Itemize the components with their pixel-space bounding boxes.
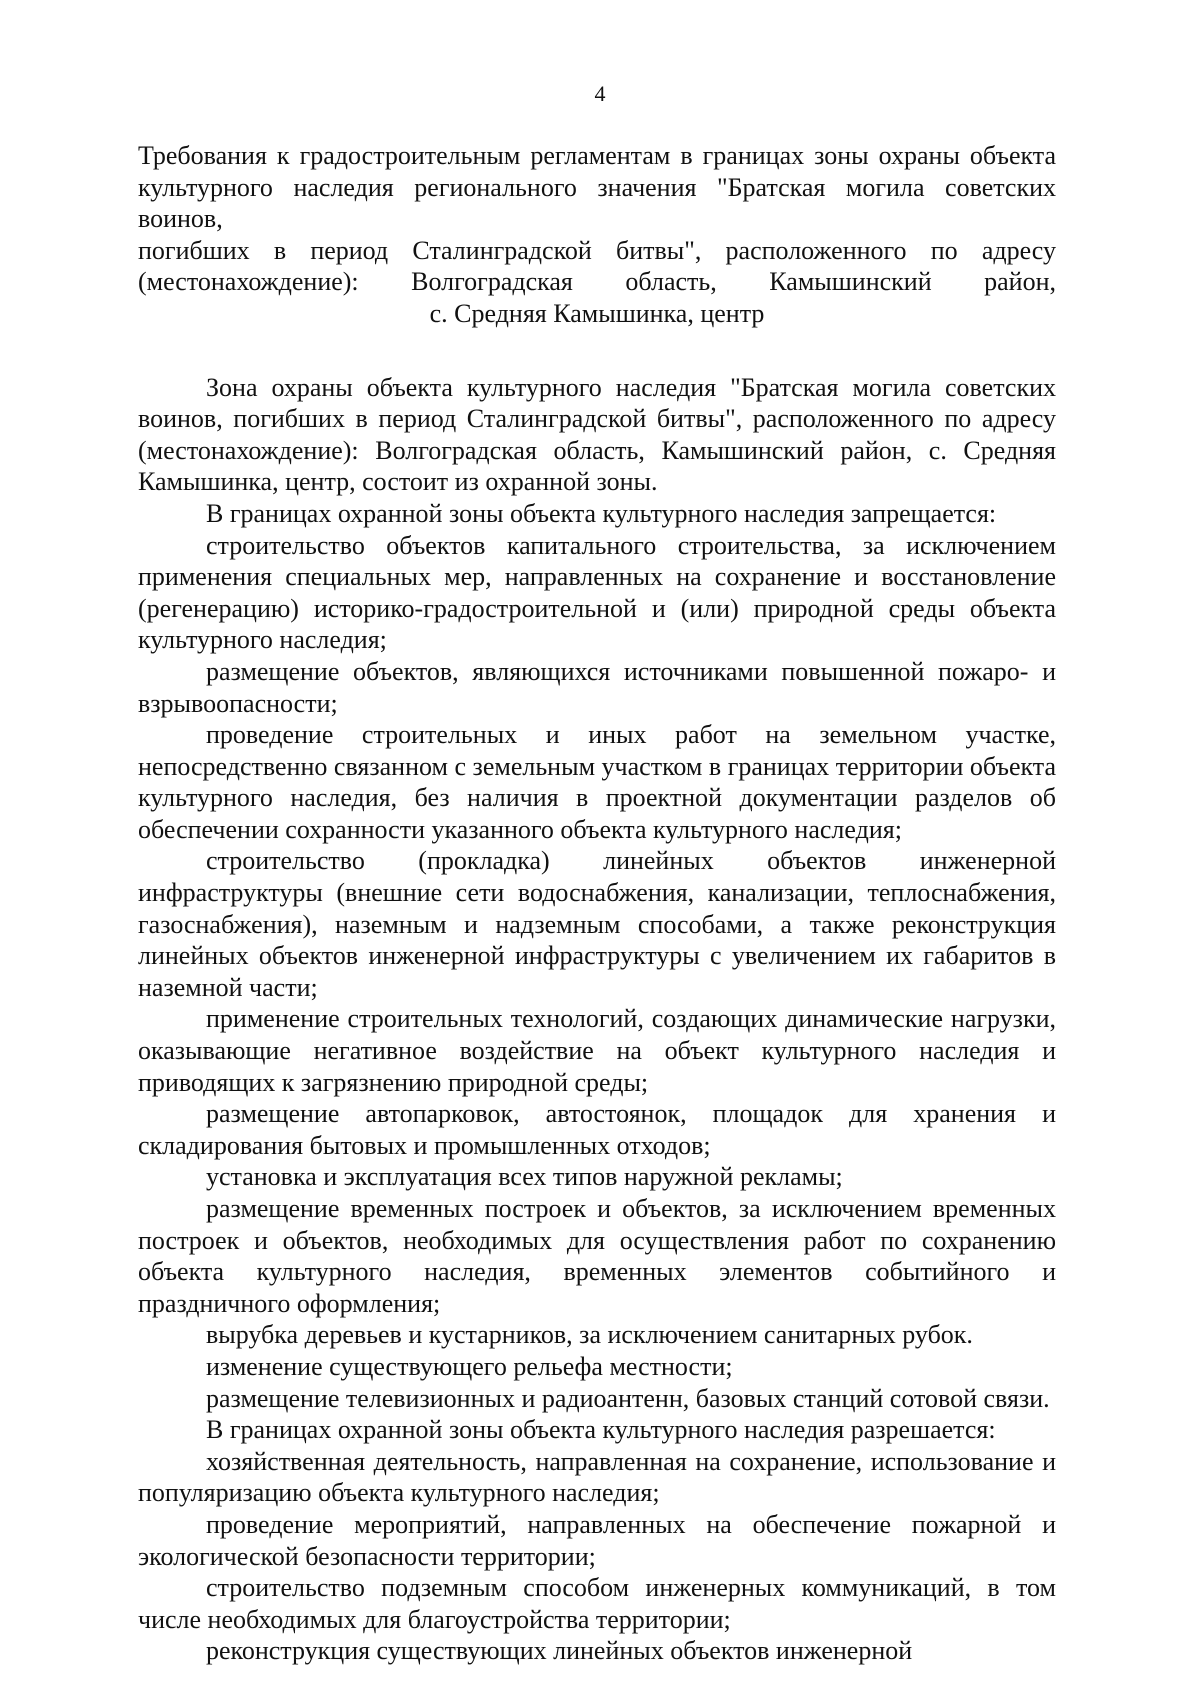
- title-line: погибших в период Сталинградской битвы", расположенного по адресу: [138, 235, 1056, 265]
- paragraph-list-item: строительство (прокладка) линейных объектов инженерной инфраструктуры (внешние сети водоснабжения, канализации, теплоснабжения, газоснабжения), наземным и надземным способами, а также реконструкция линейных объектов инженерной инфраструктуры с увеличением их габаритов в наземной части;: [138, 846, 1056, 1002]
- paragraph-list-item: установка и эксплуатация всех типов наружной рекламы;: [206, 1162, 843, 1192]
- title-spacer: [138, 330, 1056, 372]
- paragraph-allowed-heading: В границах охранной зоны объекта культурного наследия разрешается:: [206, 1415, 996, 1445]
- paragraph-list-item: вырубка деревьев и кустарников, за исключением санитарных рубок.: [206, 1320, 973, 1350]
- title-line: с. Средняя Камышинка, центр: [429, 298, 765, 328]
- page-number: 4: [594, 81, 606, 106]
- paragraph-list-item: реконструкция существующих линейных объектов инженерной: [206, 1636, 913, 1666]
- paragraph-list-item: размещение автопарковок, автостоянок, площадок для хранения и складирования бытовых и промышленных отходов;: [138, 1099, 1056, 1160]
- paragraph-list-item: размещение объектов, являющихся источниками повышенной пожаро- и взрывоопасности;: [138, 656, 1056, 718]
- document-title: [138, 140, 1056, 330]
- paragraph-list-item: хозяйственная деятельность, направленная на сохранение, использование и популяризацию объекта культурного наследия;: [138, 1446, 1056, 1508]
- paragraph-list-item: проведение строительных и иных работ на земельном участке, непосредственно связанном с земельным участком в границах территории объекта культурного наследия, без наличия в проектной документации разделов об обеспечении сохранности указанного объекта культурного наследия;: [138, 720, 1056, 844]
- paragraph-list-item: строительство объектов капитального строительства, за исключением применения специальных мер, направленных на сохранение и восстановление (регенерацию) историко-градостроительной и (или) природной среды объекта культурного наследия;: [138, 530, 1056, 655]
- title-line: культурного наследия регионального значения "Братская могила советских воинов,: [138, 172, 1056, 234]
- paragraph-prohibited-heading: В границах охранной зоны объекта культурного наследия запрещается:: [206, 498, 997, 528]
- title-line: Требования к градостроительным регламентам в границах зоны охраны объекта: [138, 141, 1056, 170]
- paragraph-list-item: размещение телевизионных и радиоантенн, базовых станций сотовой связи.: [206, 1383, 1050, 1413]
- paragraph-list-item: изменение существующего рельефа местности;: [206, 1351, 733, 1381]
- paragraph-zone-composition: Зона охраны объекта культурного наследия "Братская могила советских воинов, погибших в период Сталинградской битвы", расположенного по адресу (местонахождение): Волгоградская область, Камышинский район, с. Средняя Камышинка, центр, состоит из охранной зоны.: [138, 372, 1056, 497]
- paragraph-list-item: размещение временных построек и объектов, за исключением временных построек и объектов, необходимых для осуществления работ по сохранению объекта культурного наследия, временных элементов событийного и праздничного оформления;: [138, 1194, 1056, 1318]
- title-line: (местонахождение): Волгоградская область, Камышинский район,: [138, 267, 1056, 297]
- paragraph-list-item: применение строительных технологий, создающих динамические нагрузки, оказывающие негативное воздействие на объект культурного наследия и приводящих к загрязнению природной среды;: [138, 1004, 1056, 1097]
- document-body: [138, 140, 1056, 1667]
- paragraph-list-item: строительство подземным способом инженерных коммуникаций, в том числе необходимых для благоустройства территории;: [138, 1573, 1056, 1634]
- paragraph-list-item: проведение мероприятий, направленных на обеспечение пожарной и экологической безопасности территории;: [138, 1509, 1056, 1571]
